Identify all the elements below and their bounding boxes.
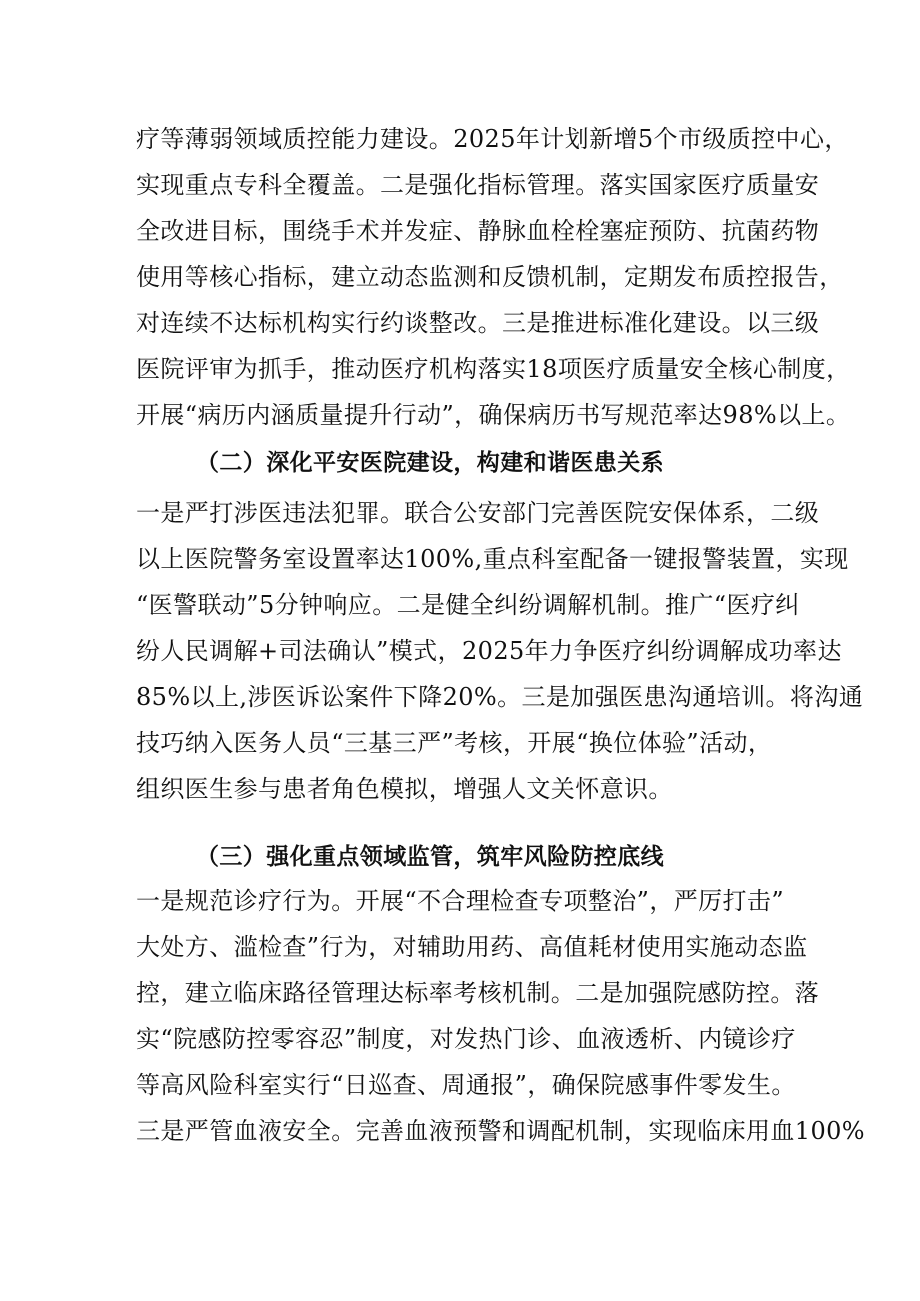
paragraph-line: 实现重点专科全覆盖。二是强化指标管理。落实国家医疗质量安 xyxy=(136,171,820,199)
section-heading-3: （三）强化重点领域监管，筑牢风险防控底线 xyxy=(196,844,664,870)
paragraph-line: 纷人民调解+司法确认”模式，2025年力争医疗纠纷调解成功率达 xyxy=(136,637,842,665)
paragraph-line: 85%以上,涉医诉讼案件下降20%。三是加强医患沟通培训。将沟通 xyxy=(136,683,864,711)
paragraph-line: 开展“病历内涵质量提升行动”，确保病历书写规范率达98%以上。 xyxy=(136,401,851,429)
paragraph-line: 一是严打涉医违法犯罪。联合公安部门完善医院安保体系，二级 xyxy=(136,499,820,527)
paragraph-line: 等高风险科室实行“日巡查、周通报”，确保院感事件零发生。 xyxy=(136,1071,796,1099)
section-heading-2: （二）深化平安医院建设，构建和谐医患关系 xyxy=(196,450,664,476)
paragraph-line: 实“院感防控零容忍”制度，对发热门诊、血液透析、内镜诊疗 xyxy=(136,1025,796,1053)
paragraph-line: “医警联动”5分钟响应。二是健全纠纷调解机制。推广“医疗纠 xyxy=(136,591,800,619)
paragraph-line: 全改进目标，围绕手术并发症、静脉血栓栓塞症预防、抗菌药物 xyxy=(136,217,820,245)
paragraph-line: 医院评审为抓手，推动医疗机构落实18项医疗质量安全核心制度， xyxy=(136,355,851,383)
paragraph-line: 大处方、滥检查”行为，对辅助用药、高值耗材使用实施动态监 xyxy=(136,933,808,961)
paragraph-line: 一是规范诊疗行为。开展“不合理检查专项整治”，严厉打击” xyxy=(136,887,785,915)
paragraph-line: 组织医生参与患者角色模拟，增强人文关怀意识。 xyxy=(136,775,673,803)
paragraph-line: 技巧纳入医务人员“三基三严”考核，开展“换位体验”活动， xyxy=(136,729,773,757)
paragraph-line: 疗等薄弱领域质控能力建设。2025年计划新增5个市级质控中心， xyxy=(136,125,849,153)
paragraph-line: 以上医院警务室设置率达100%,重点科室配备一键报警装置，实现 xyxy=(136,545,849,573)
paragraph-line: 控，建立临床路径管理达标率考核机制。二是加强院感防控。落 xyxy=(136,979,820,1007)
paragraph-line: 对连续不达标机构实行约谈整改。三是推进标准化建设。以三级 xyxy=(136,309,820,337)
paragraph-line: 三是严管血液安全。完善血液预警和调配机制，实现临床用血100% xyxy=(136,1117,866,1145)
paragraph-line: 使用等核心指标，建立动态监测和反馈机制，定期发布质控报告， xyxy=(136,263,844,291)
